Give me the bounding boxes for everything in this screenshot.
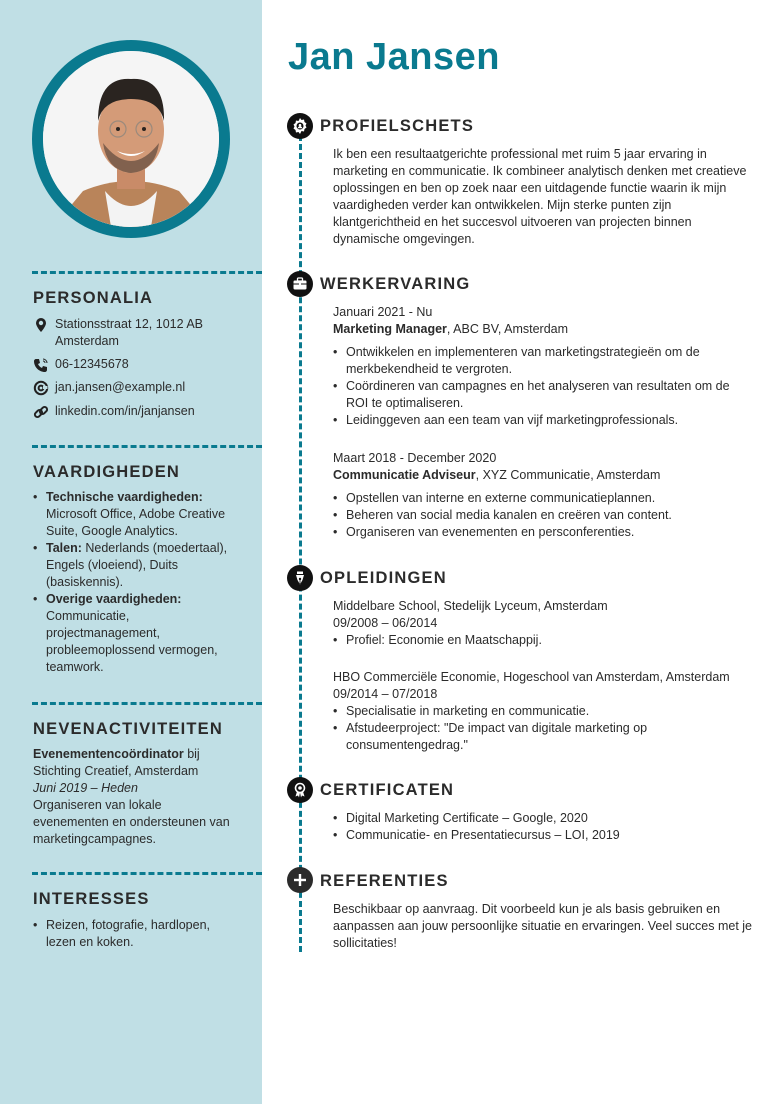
- job-bullet: • Coördineren van campagnes en het analyseren van resultaten om de ROI te optimaliseren.: [333, 378, 753, 412]
- job-period: Maart 2018 - December 2020: [333, 451, 497, 465]
- section-title-nevenactiviteiten: NEVENACTIVITEITEN: [33, 720, 224, 738]
- timeline-line: [299, 126, 302, 952]
- profile-summary: Ik ben een resultaatgerichte professional met ruim 5 jaar ervaring in marketing en communicatie. Ik combineer analytisch denken met creatieve oplossingen en ben op zoek naar een uitdagende functie waarin ik mijn vaardigheden verder kan ontwikkelen. Mijn sterke punten zijn klantgerichtheid en het succesvol uitvoeren van projecten binnen dynamische omgevingen.: [333, 147, 747, 246]
- contact-phone: [33, 356, 129, 373]
- section-title-profielschets: PROFIELSCHETS: [320, 117, 475, 135]
- education-bullet: • Profiel: Economie en Maatschappij.: [333, 632, 753, 649]
- interest-item: • Reizen, fotografie, hardlopen, lezen en koken.: [33, 917, 223, 951]
- side-activity: [33, 746, 238, 848]
- education-bullets: [333, 703, 653, 754]
- job-bullet: • Leidinggeven aan een team van vijf marketingprofessionals.: [333, 412, 753, 429]
- profile-photo: [43, 51, 219, 227]
- job-period: Januari 2021 - Nu: [333, 305, 433, 319]
- job-bullet: • Ontwikkelen en implementeren van marketingstrategieën om de merkbekendheid te vergroten.: [333, 344, 753, 378]
- divider: [32, 445, 262, 448]
- pen-nib-icon: [287, 565, 313, 591]
- skill-label: Overige vaardigheden:: [46, 592, 182, 606]
- certificates: [333, 810, 753, 844]
- skill-label: Technische vaardigheden:: [46, 490, 203, 504]
- contact-linkedin: [33, 403, 195, 420]
- certificate-item: • Communicatie- en Presentatiecursus – LOI, 2019: [333, 827, 753, 844]
- section-title-werkervaring: WERKERVARING: [320, 275, 471, 293]
- section-title-certificaten: CERTIFICATEN: [320, 781, 455, 799]
- skills-list: [33, 489, 233, 676]
- link-icon: [33, 404, 49, 420]
- address-line-2: Amsterdam: [55, 334, 119, 348]
- job-bullet: • Beheren van social media kanalen en creëren van content.: [333, 507, 753, 524]
- sidebar: [0, 0, 262, 1104]
- page-title: Jan Jansen: [288, 36, 500, 78]
- skill-text: Nederlands (moedertaal), Engels (vloeiend), Duits (basiskennis).: [46, 541, 228, 589]
- section-title-vaardigheden: VAARDIGHEDEN: [33, 463, 181, 481]
- education-entry: [333, 669, 753, 754]
- divider: [32, 271, 262, 274]
- divider: [32, 702, 262, 705]
- job-entry: [333, 450, 753, 541]
- job-role: Communicatie Adviseur: [333, 468, 476, 482]
- activity-role: Evenementencoördinator: [33, 747, 184, 761]
- linkedin-link[interactable]: linkedin.com/in/janjansen: [55, 404, 195, 418]
- address-line-1: Stationsstraat 12, 1012 AB: [55, 317, 204, 331]
- job-entry: [333, 304, 753, 429]
- contact-address: [33, 316, 203, 350]
- certificate-item: • Digital Marketing Certificate – Google, 2020: [333, 810, 753, 827]
- education-school: Middelbare School, Stedelijk Lyceum, Amsterdam: [333, 599, 608, 613]
- skill-text: Communicatie, projectmanagement, probleemoplossend vermogen, teamwork.: [46, 609, 218, 674]
- job-bullets: [333, 490, 753, 541]
- phone-number: 06-12345678: [55, 357, 129, 371]
- job-role: Marketing Manager: [333, 322, 447, 336]
- email-link[interactable]: jan.jansen@example.nl: [55, 380, 186, 394]
- phone-icon: [33, 357, 49, 373]
- job-bullet: • Opstellen van interne en externe communicatieplannen.: [333, 490, 753, 507]
- section-title-opleidingen: OPLEIDINGEN: [320, 569, 447, 587]
- avatar-ring: [32, 40, 230, 238]
- skill-text: Microsoft Office, Adobe Creative Suite, Google Analytics.: [46, 507, 226, 538]
- references-text: Beschikbaar op aanvraag. Dit voorbeeld kun je als basis gebruiken en aanpassen aan jouw persoonlijke situatie en ervaringen. Veel succes met je sollicitaties!: [333, 902, 753, 950]
- education-entry: [333, 598, 753, 649]
- briefcase-icon: [287, 271, 313, 297]
- gear-user-icon: [287, 113, 313, 139]
- certificate-list: [333, 810, 753, 844]
- skill-label: Talen:: [46, 541, 82, 555]
- education-period: 09/2008 – 06/2014: [333, 616, 438, 630]
- skill-item: [33, 540, 233, 591]
- section-title-personalia: PERSONALIA: [33, 289, 154, 307]
- skill-item: [33, 591, 233, 676]
- skill-item: [33, 489, 233, 540]
- job-company: , ABC BV, Amsterdam: [446, 322, 569, 336]
- award-ribbon-icon: [287, 777, 313, 803]
- education-school: HBO Commerciële Economie, Hogeschool van Amsterdam, Amsterdam: [333, 670, 730, 684]
- job-company: , XYZ Communicatie, Amsterdam: [475, 468, 661, 482]
- education-bullets: [333, 632, 753, 649]
- activity-period: Juni 2019 – Heden: [33, 781, 138, 795]
- activity-org: bij Stichting Creatief, Amsterdam: [33, 747, 200, 778]
- divider: [32, 872, 262, 875]
- section-title-interesses: INTERESSES: [33, 890, 150, 908]
- contact-email: [33, 379, 185, 396]
- job-bullet: • Organiseren van evenementen en persconferenties.: [333, 524, 753, 541]
- activity-description: Organiseren van lokale evenementen en ondersteunen van marketingcampagnes.: [33, 798, 230, 846]
- section-title-referenties: REFERENTIES: [320, 872, 449, 890]
- location-pin-icon: [33, 317, 49, 333]
- education-period: 09/2014 – 07/2018: [333, 687, 438, 701]
- job-bullets: [333, 344, 753, 429]
- education-bullet: • Specialisatie in marketing en communicatie.: [333, 703, 653, 720]
- plus-icon: [287, 867, 313, 893]
- education-bullet: • Afstudeerproject: "De impact van digitale marketing op consumentengedrag.": [333, 720, 653, 754]
- at-sign-icon: [33, 380, 49, 396]
- avatar: [43, 51, 219, 227]
- interests-list: [33, 917, 223, 951]
